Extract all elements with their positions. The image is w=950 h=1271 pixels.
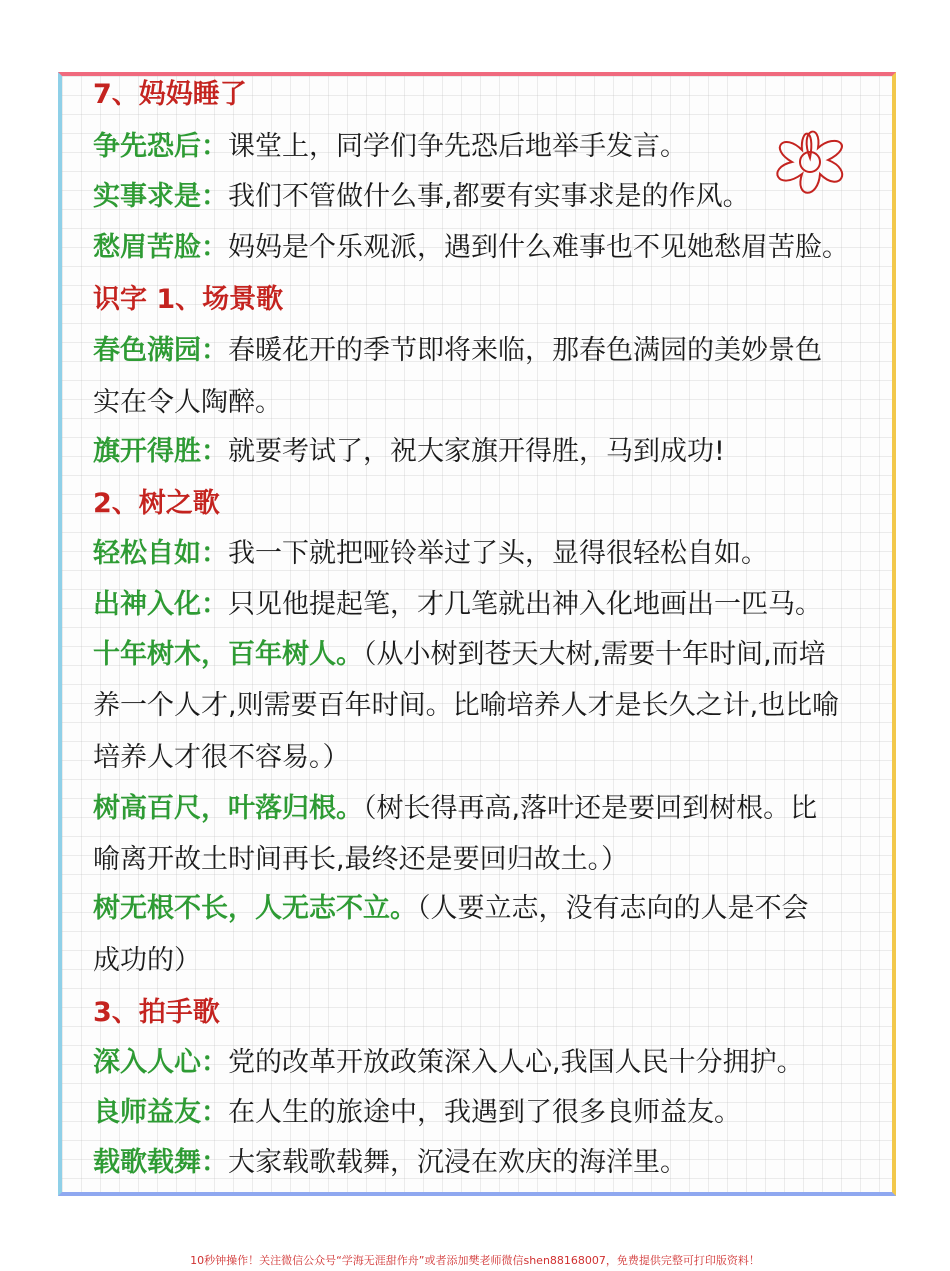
idiom-term: 争先恐后：	[93, 131, 228, 162]
entry	[93, 537, 863, 571]
proverb-term: 树高百尺，叶落归根。	[93, 793, 363, 824]
section-heading: 3、拍手歌	[93, 997, 220, 1028]
entry	[93, 1146, 863, 1180]
example-sentence: 在人生的旅途中，我遇到了很多良师益友。	[228, 1097, 741, 1128]
explanation: （从小树到苍天大树,需要十年时间,而培	[363, 639, 826, 670]
explanation: （人要立志，没有志向的人是不会	[417, 893, 809, 924]
entry	[93, 231, 863, 265]
example-sentence-continued: 实在令人陶醉。	[93, 387, 282, 418]
idiom-term: 轻松自如：	[93, 538, 228, 569]
entry	[93, 180, 863, 214]
entry	[93, 1046, 863, 1080]
entry	[93, 792, 863, 826]
entry	[93, 588, 863, 622]
example-sentence: 大家载歌载舞，沉浸在欢庆的海洋里。	[228, 1147, 687, 1178]
section-heading: 7、妈妈睡了	[93, 79, 247, 110]
explanation-continued: 喻离开故土时间再长,最终还是要回归故土。）	[93, 844, 629, 875]
example-sentence: 党的改革开放政策深入人心,我国人民十分拥护。	[228, 1047, 804, 1078]
explanation: （树长得再高,落叶还是要回到树根。比	[363, 793, 818, 824]
example-sentence: 我们不管做什么事,都要有实事求是的作风。	[228, 181, 750, 212]
explanation-continued: 成功的）	[93, 945, 201, 976]
idiom-term: 实事求是：	[93, 181, 228, 212]
idiom-term: 愁眉苦脸：	[93, 232, 228, 263]
idiom-term: 春色满园：	[93, 335, 228, 366]
example-sentence: 只见他提起笔，才几笔就出神入化地画出一匹马。	[228, 589, 822, 620]
idiom-term: 载歌载舞：	[93, 1147, 228, 1178]
explanation-continued: 养一个人才,则需要百年时间。比喻培养人才是长久之计,也比喻	[93, 690, 840, 721]
idiom-term: 深入人心：	[93, 1047, 228, 1078]
footer-notice: 10秒钟操作！关注微信公众号“学海无涯甜作舟”或者添加樊老师微信shen88168007，免费提供完整可打印版资料！	[190, 1254, 760, 1267]
entry	[93, 130, 863, 164]
section-heading: 识字 1、场景歌	[93, 284, 284, 315]
idiom-term: 出神入化：	[93, 589, 228, 620]
entry	[93, 638, 863, 672]
section-heading: 2、树之歌	[93, 488, 220, 519]
proverb-term: 树无根不长，人无志不立。	[93, 893, 417, 924]
idiom-term: 良师益友：	[93, 1097, 228, 1128]
example-sentence: 就要考试了，祝大家旗开得胜，马到成功!	[228, 436, 725, 467]
entry	[93, 892, 863, 926]
example-sentence: 课堂上，同学们争先恐后地举手发言。	[228, 131, 687, 162]
entry	[93, 334, 863, 368]
explanation-continued: 培养人才很不容易。）	[93, 742, 350, 773]
entry	[93, 1096, 863, 1130]
example-sentence: 春暖花开的季节即将来临，那春色满园的美妙景色	[228, 335, 822, 366]
proverb-term: 十年树木，百年树人。	[93, 639, 363, 670]
example-sentence: 我一下就把哑铃举过了头，显得很轻松自如。	[228, 538, 768, 569]
example-sentence: 妈妈是个乐观派，遇到什么难事也不见她愁眉苦脸。	[228, 232, 849, 263]
idiom-term: 旗开得胜：	[93, 436, 228, 467]
entry	[93, 435, 863, 469]
